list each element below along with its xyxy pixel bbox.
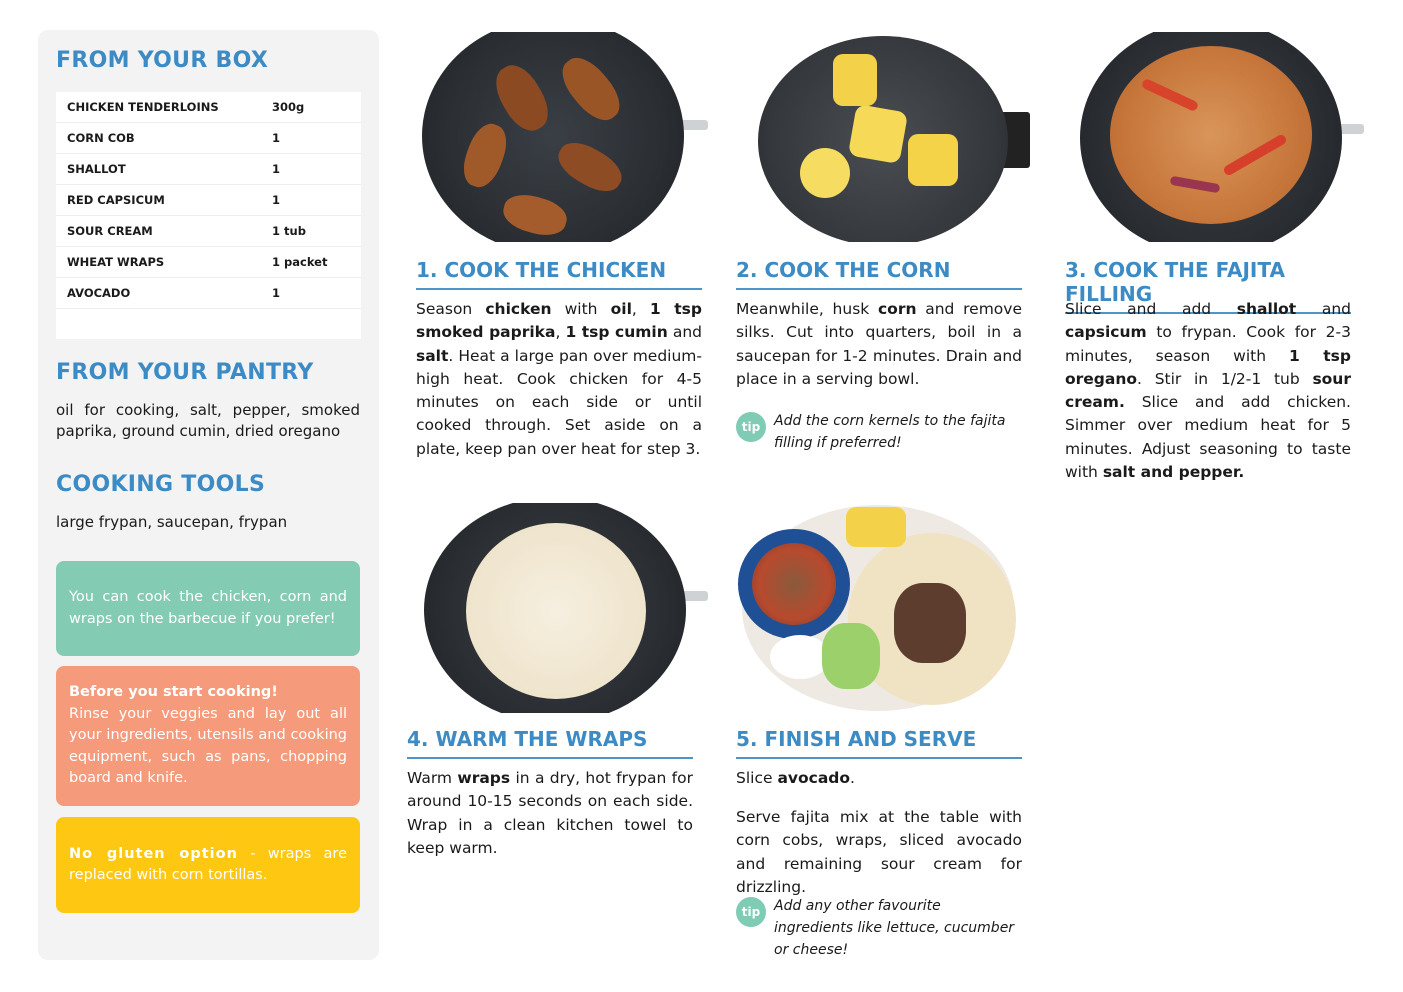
saucepan	[758, 36, 1008, 242]
before-you-start-note	[56, 666, 360, 806]
frypan	[1080, 32, 1342, 242]
ingredient-name: SOUR CREAM	[56, 216, 272, 247]
ingredient-quantity: 1	[272, 123, 361, 154]
ingredients-table	[56, 92, 361, 339]
corn-photo	[736, 32, 1032, 242]
ingredient-quantity: 1	[272, 185, 361, 216]
pantry-text: oil for cooking, salt, pepper, smoked paprika, ground cumin, dried oregano	[56, 401, 360, 440]
ingredient-name: CORN COB	[56, 123, 272, 154]
step-3-text: Slice and add shallot and capsicum to frypan. Cook for 2-3 minutes, season with 1 tsp oregano. Stir in 1/2-1 tub sour cream. Slice and add chicken. Simmer over medium heat for 5 minutes. Adjust seasoning to taste with salt and pepper.	[1065, 300, 1351, 482]
sour-cream	[770, 635, 830, 679]
ingredient-name: AVOCADO	[56, 278, 272, 309]
gluten-free-note	[56, 817, 360, 913]
chicken-photo	[416, 32, 708, 242]
step-5-title: 5. FINISH AND SERVE	[736, 727, 1022, 759]
ingredient-row	[56, 247, 361, 278]
before-you-start-title: Before you start cooking!	[69, 684, 278, 701]
ingredient-name: RED CAPSICUM	[56, 185, 272, 216]
gluten-free-text: - wraps are replaced with corn tortillas.	[69, 845, 347, 883]
served-fajitas-photo	[736, 503, 1022, 713]
tip-badge-icon: tip	[736, 897, 766, 927]
step-2-text: Meanwhile, husk corn and remove silks. Cut into quarters, boil in a saucepan for 1-2 minutes. Drain and place in a serving bowl.	[736, 300, 1022, 388]
ingredient-quantity: 1	[272, 154, 361, 185]
wrap-photo	[406, 503, 708, 713]
ingredient-quantity: 1	[272, 278, 361, 309]
fajita-filling-photo	[1066, 32, 1366, 242]
ingredient-quantity: 1 packet	[272, 247, 361, 278]
step-2-title: 2. COOK THE CORN	[736, 258, 1022, 290]
ingredient-row	[56, 154, 361, 185]
ingredient-row	[56, 92, 361, 123]
corn-cobs	[846, 507, 906, 547]
step-2-tip-text: Add the corn kernels to the fajita filling if preferred!	[774, 413, 1006, 451]
step-2-tip	[736, 410, 1022, 454]
from-your-pantry-heading: FROM YOUR PANTRY	[56, 360, 314, 385]
before-you-start-text: Rinse your veggies and lay out all your ingredients, utensils and cooking equipment, such as pans, chopping board and knife.	[69, 705, 347, 787]
step-5-text-a: Slice avocado.	[736, 769, 855, 787]
cooking-tools-text: large frypan, saucepan, frypan	[56, 513, 288, 531]
ingredient-name: CHICKEN TENDERLOINS	[56, 92, 272, 123]
empty-row	[56, 309, 361, 340]
ingredient-name: SHALLOT	[56, 154, 272, 185]
tip-badge-icon: tip	[736, 412, 766, 442]
cooking-tools-heading: COOKING TOOLS	[56, 472, 266, 497]
barbecue-note-text: You can cook the chicken, corn and wraps on the barbecue if you prefer!	[69, 589, 347, 627]
ingredients-sidebar	[38, 30, 379, 960]
step-3-title: 3. COOK THE FAJITA FILLING	[1065, 258, 1351, 314]
from-your-box-heading: FROM YOUR BOX	[56, 48, 269, 73]
barbecue-note	[56, 561, 360, 656]
ingredient-row	[56, 278, 361, 309]
ingredient-quantity: 300g	[272, 92, 361, 123]
step-4-text: Warm wraps in a dry, hot frypan for around 10-15 seconds on each side. Wrap in a clean kitchen towel to keep warm.	[407, 769, 693, 857]
frypan	[422, 32, 684, 242]
wheat-wrap	[466, 523, 646, 699]
ingredient-quantity: 1 tub	[272, 216, 361, 247]
gluten-free-title: No gluten option	[69, 845, 238, 862]
frypan	[424, 503, 686, 713]
step-5-tip-text: Add any other favourite ingredients like lettuce, cucumber or cheese!	[774, 898, 1015, 958]
ingredient-row	[56, 216, 361, 247]
ingredient-row	[56, 185, 361, 216]
step-5-tip	[736, 895, 1022, 961]
step-5-text-b: Serve fajita mix at the table with corn cobs, wraps, sliced avocado and remaining sour cream for drizzling.	[736, 808, 1022, 896]
step-4-title: 4. WARM THE WRAPS	[407, 727, 693, 759]
ingredient-name: WHEAT WRAPS	[56, 247, 272, 278]
step-1-title: 1. COOK THE CHICKEN	[416, 258, 702, 290]
ingredient-row	[56, 123, 361, 154]
step-1-text: Season chicken with oil, 1 tsp smoked paprika, 1 tsp cumin and salt. Heat a large pan over medium-high heat. Cook chicken for 4-5 minutes on each side or until cooked through. Set aside on a plate, keep pan over heat for step 3.	[416, 300, 703, 458]
fajita-bowl	[738, 529, 850, 639]
avocado-slices	[822, 623, 880, 689]
